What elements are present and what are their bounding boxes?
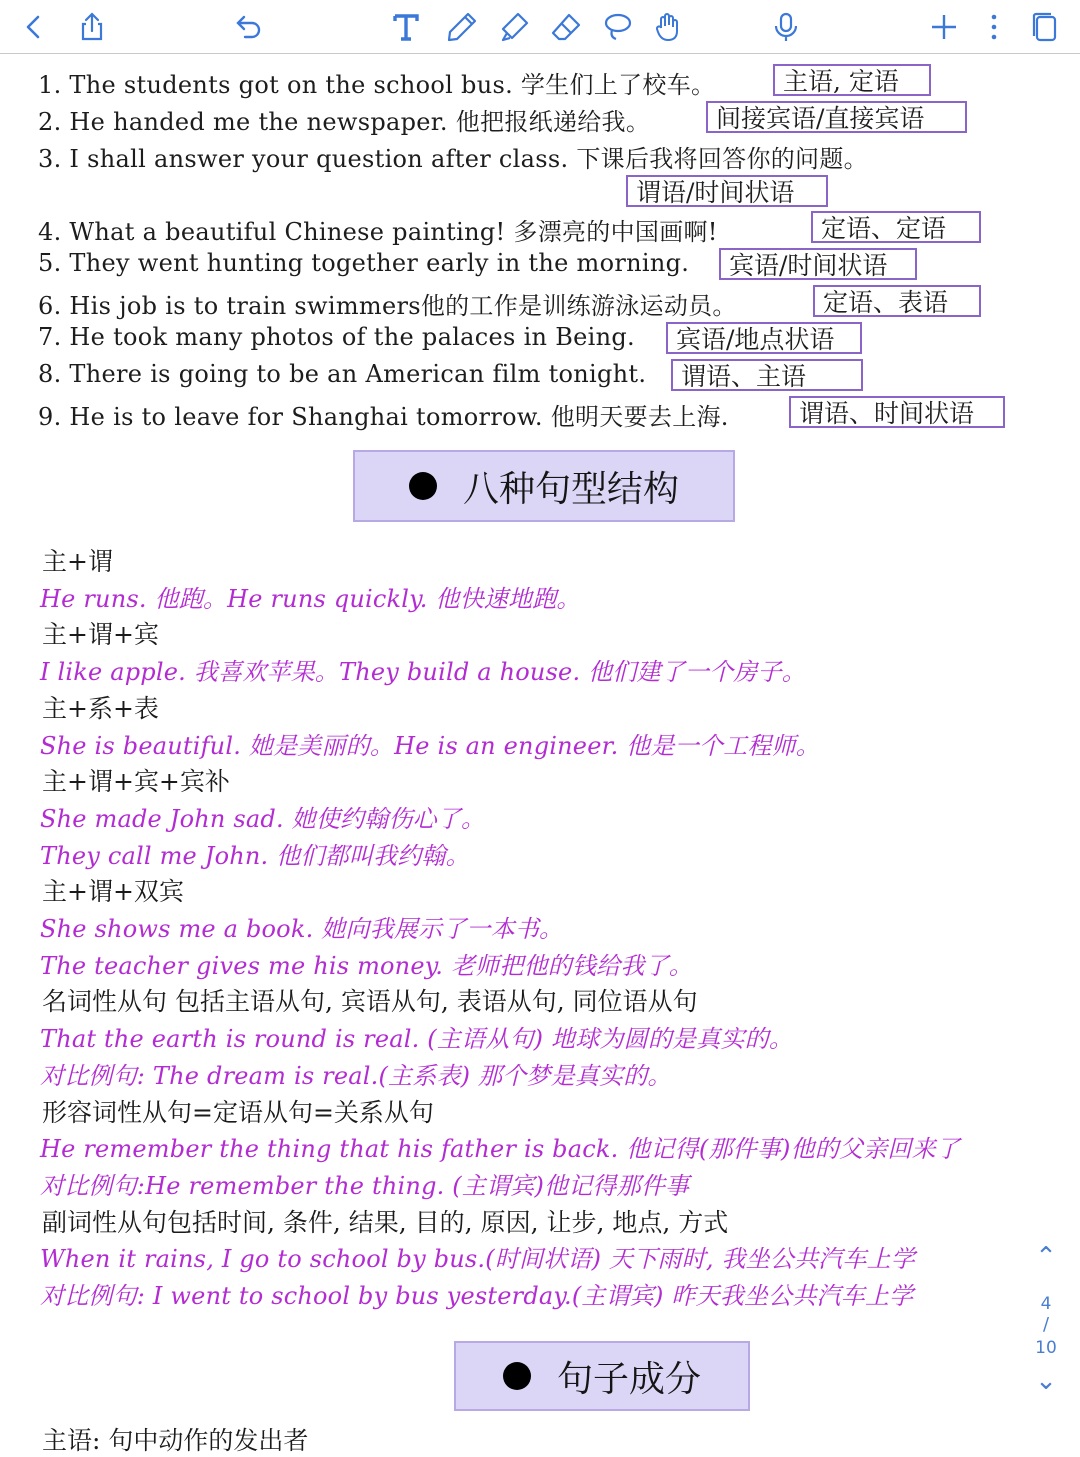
- example-sentence: He remember the thing that his father is back. 他记得(那件事)他的父亲回来了: [40, 1135, 961, 1164]
- answer-box: 谓语、时间状语: [789, 396, 1005, 428]
- pattern-heading: 主+谓: [42, 547, 113, 576]
- pages-icon[interactable]: [1025, 7, 1065, 47]
- section-heading-sentence-patterns: [353, 450, 735, 522]
- microphone-icon[interactable]: [766, 7, 806, 47]
- more-icon[interactable]: [974, 7, 1014, 47]
- share-icon[interactable]: [72, 7, 112, 47]
- total-pages: 10: [1035, 1338, 1057, 1358]
- example-sentence: 对比例句: I went to school by bus yesterday.(主谓宾) 昨天我坐公共汽车上学: [40, 1282, 914, 1310]
- example-sentence: I like apple. 我喜欢苹果。They build a house. 他们建了一个房子。: [40, 658, 806, 687]
- notebook-page[interactable]: [0, 55, 1080, 1455]
- example-sentence: He runs. 他跑。He runs quickly. 他快速地跑。: [40, 584, 581, 613]
- pen-icon[interactable]: [442, 7, 482, 47]
- bullet-dot-icon: [503, 1362, 531, 1390]
- sentence-line: 5. They went hunting together early in the morning.: [38, 249, 690, 277]
- pattern-heading: 主+谓+宾: [42, 620, 159, 650]
- answer-box: 主语, 定语: [773, 64, 931, 96]
- example-sentence: 对比例句:He remember the thing. (主谓宾)他记得那件事: [40, 1171, 690, 1200]
- back-icon[interactable]: [14, 7, 54, 47]
- eraser-icon[interactable]: [546, 7, 586, 47]
- current-page: 4: [1040, 1294, 1052, 1314]
- highlighter-icon[interactable]: [494, 7, 534, 47]
- pattern-heading: 主+谓+宾+宾补: [42, 767, 230, 797]
- sentence-line: 1. The students got on the school bus. 学生们上了校车。: [38, 71, 716, 99]
- page-down-icon[interactable]: ⌄: [1035, 1366, 1057, 1396]
- undo-icon[interactable]: [229, 7, 269, 47]
- example-sentence: They call me John. 他们都叫我约翰。: [40, 841, 470, 870]
- add-icon[interactable]: [924, 7, 964, 47]
- pattern-heading: 主+谓+双宾: [42, 877, 184, 907]
- sentence-line: 7. He took many photos of the palaces in Being.: [38, 323, 635, 351]
- page-up-icon[interactable]: ⌃: [1035, 1242, 1057, 1272]
- pattern-heading: 名词性从句 包括主语从句, 宾语从句, 表语从句, 同位语从句: [42, 987, 698, 1017]
- answer-box: 定语、表语: [813, 285, 981, 317]
- example-sentence: When it rains, I go to school by bus.(时间状语) 天下雨时, 我坐公共汽车上学: [40, 1245, 916, 1274]
- sentence-line: 9. He is to leave for Shanghai tomorrow. 他明天要去上海.: [38, 403, 729, 431]
- toolbar: [0, 0, 1080, 54]
- page-separator: /: [1042, 1314, 1050, 1335]
- answer-box: 谓语、主语: [671, 359, 863, 391]
- sentence-line: 3. I shall answer your question after class. 下课后我将回答你的问题。: [38, 145, 868, 173]
- sentence-line: 2. He handed me the newspaper. 他把报纸递给我。: [38, 108, 651, 136]
- sentence-line: 4. What a beautiful Chinese painting! 多漂亮的中国画啊!: [38, 218, 718, 246]
- answer-box: 宾语/时间状语: [719, 248, 917, 280]
- pattern-heading: 主+系+表: [42, 693, 159, 723]
- text-tool-icon[interactable]: [386, 7, 426, 47]
- section-heading-sentence-components: [454, 1341, 750, 1411]
- answer-box: 谓语/时间状语: [626, 175, 828, 207]
- bullet-dot-icon: [409, 472, 437, 500]
- answer-box: 宾语/地点状语: [666, 322, 862, 354]
- pattern-heading: 副词性从句包括时间, 条件, 结果, 目的, 原因, 让步, 地点, 方式: [42, 1207, 729, 1237]
- example-sentence: She made John sad. 她使约翰伤心了。: [40, 804, 486, 833]
- pattern-heading: 形容词性从句=定语从句=关系从句: [42, 1097, 434, 1127]
- example-sentence: She is beautiful. 她是美丽的。He is an engineer. 他是一个工程师。: [40, 731, 820, 760]
- answer-box: 定语、定语: [811, 211, 981, 243]
- section-title: 句子成分: [556, 1358, 701, 1400]
- answer-box: 间接宾语/直接宾语: [706, 101, 967, 133]
- sentence-line: 8. There is going to be an American film tonight.: [38, 360, 647, 388]
- lasso-icon[interactable]: [598, 7, 638, 47]
- example-sentence: That the earth is round is real. (主语从句) 地球为圆的是真实的。: [40, 1025, 794, 1054]
- footer-line: 主语: 句中动作的发出者: [42, 1426, 309, 1455]
- section-title: 八种句型结构: [462, 468, 679, 510]
- example-sentence: She shows me a book. 她向我展示了一本书。: [40, 915, 564, 943]
- example-sentence: The teacher gives me his money. 老师把他的钱给我了。: [40, 951, 693, 980]
- sentence-line: 6. His job is to train swimmers他的工作是训练游泳运动员。: [38, 292, 737, 320]
- example-sentence: 对比例句: The dream is real.(主系表) 那个梦是真实的。: [40, 1061, 672, 1090]
- hand-icon[interactable]: [648, 7, 688, 47]
